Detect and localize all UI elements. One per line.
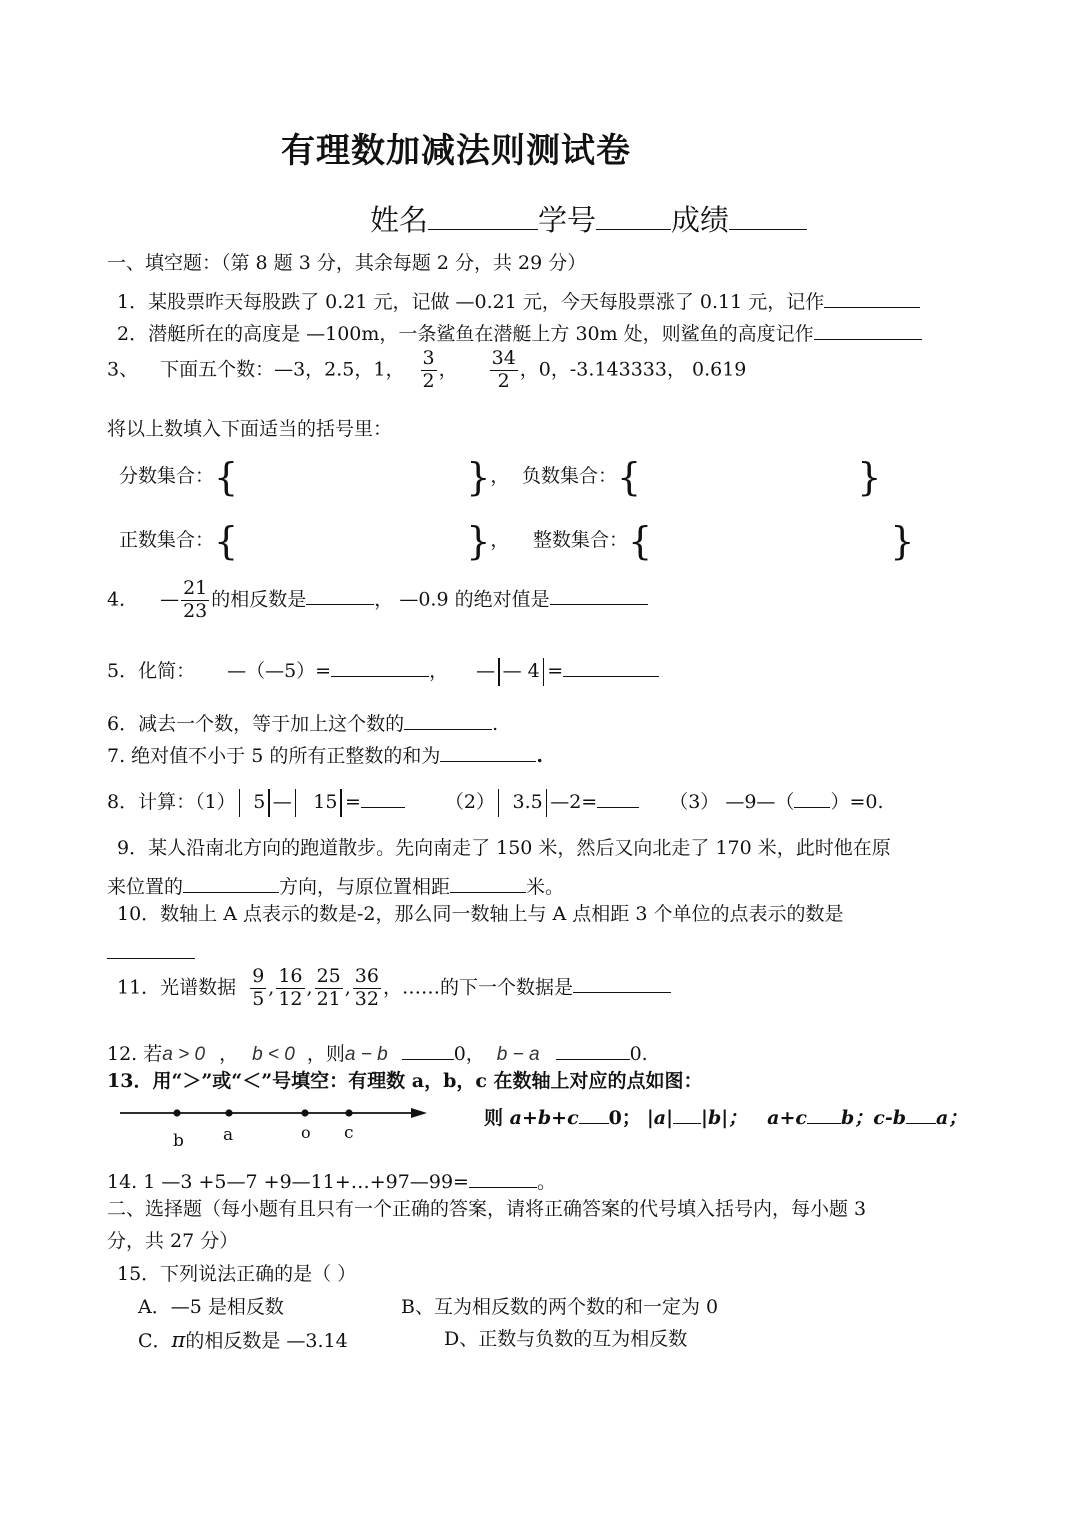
question-12: 12. 若a > 0 ， b < 0 ，则a − b 0， b − a 0.	[107, 1040, 648, 1064]
section2-heading-line2: 分，共 27 分）	[107, 1230, 239, 1252]
q5-blank-1[interactable]	[331, 657, 429, 677]
q13-blank-3[interactable]	[807, 1104, 841, 1124]
q8-blank-2[interactable]	[597, 788, 639, 808]
set-negative-row: 负数集合：{ }	[522, 455, 882, 499]
question-6: 6．减去一个数，等于加上这个数的 .	[107, 710, 498, 734]
q9-blank-2[interactable]	[450, 873, 526, 893]
q7-blank[interactable]	[440, 742, 536, 762]
label-b: b	[173, 1131, 184, 1150]
q11-blank[interactable]	[573, 973, 671, 993]
question-15-stem: 15．下列说法正确的是（ ）	[117, 1263, 357, 1285]
set-positive-row: 正数集合：{ }，	[119, 519, 510, 563]
set-fraction-row: 分数集合：{ }，	[119, 455, 510, 499]
question-10: 10．数轴上 A 点表示的数是-2，那么同一数轴上与 A 点相距 3 个单位的点表示的数是	[117, 903, 844, 925]
number-line	[115, 1100, 435, 1150]
q12-blank-2[interactable]	[556, 1040, 630, 1060]
q11-fraction-1: $\frac{9}{5}$	[252, 965, 265, 1010]
question-9-line2: 来位置的 方向，与原位置相距 米。	[107, 873, 564, 897]
question-9-line1: 9．某人沿南北方向的跑道散步。先向南走了 150 米，然后又向北走了 170 米，此时他在原	[117, 837, 891, 859]
q3-fraction-1: $\frac{3}{2}$	[422, 347, 435, 392]
q2-blank[interactable]	[814, 320, 922, 340]
question-4: 4． — $\frac{21}{23}$ 的相反数是 ， —0.9 的绝对值是	[107, 578, 648, 623]
q13-blank-1[interactable]	[579, 1104, 609, 1124]
question-11: 11．光谱数据 $\frac{9}{5}$ , $\frac{16}{12}$ , $\frac{25}{21}$ , $\frac{36}{32}$ ，……的下一个数据是	[117, 966, 671, 1011]
set-positive-label: 正数集合：	[119, 529, 215, 551]
id-blank[interactable]	[596, 200, 671, 230]
set-integer-label: 整数集合：	[533, 529, 629, 551]
id-label: 学号	[538, 203, 597, 237]
q15-option-b[interactable]: B、互为相反数的两个数的和一定为 0	[401, 1296, 719, 1318]
q9-blank-1[interactable]	[183, 873, 279, 893]
question-1: 1．某股票昨天每股跌了 0.21 元，记做 —0.21 元，今天每股票涨了 0.11 元，记作	[117, 288, 920, 312]
q3-instruction: 将以上数填入下面适当的括号里：	[107, 418, 393, 440]
set-integer-row: 整数集合：{ }	[533, 519, 915, 563]
q13-blank-2[interactable]	[673, 1104, 701, 1124]
q3-fraction-2: $\frac{34}{2}$	[491, 347, 516, 392]
q8-blank-1[interactable]	[361, 788, 405, 808]
point-o	[301, 1109, 308, 1116]
set-fraction-label: 分数集合：	[119, 465, 215, 487]
q1-blank[interactable]	[824, 288, 920, 308]
score-label: 成绩	[671, 203, 730, 237]
question-5: 5．化简： —（—5）= ， — — 4 =	[107, 657, 659, 686]
section1-heading: 一、填空题：（第 8 题 3 分，其余每题 2 分，共 29 分）	[107, 252, 587, 274]
q15-option-a[interactable]: A．—5 是相反数	[138, 1296, 284, 1318]
q15-option-c[interactable]: C．π的相反数是 —3.14	[138, 1328, 348, 1352]
q8-blank-3[interactable]	[794, 788, 830, 808]
label-c: c	[344, 1123, 354, 1143]
q14-blank[interactable]	[469, 1168, 537, 1188]
q11-fraction-4: $\frac{36}{32}$	[354, 965, 379, 1010]
name-label: 姓名	[370, 203, 429, 237]
q12-blank-1[interactable]	[402, 1040, 454, 1060]
label-a: a	[223, 1125, 234, 1145]
question-2: 2．潜艇所在的高度是 —100m，一条鲨鱼在潜艇上方 30m 处，则鲨鱼的高度记作	[117, 320, 922, 344]
q11-fraction-2: $\frac{16}{12}$	[278, 965, 303, 1010]
question-13-answers: 则 a+b+c 0； |a| |b|； a+c b；c-b a；	[484, 1104, 967, 1128]
q11-fraction-3: $\frac{25}{21}$	[316, 965, 341, 1010]
q4-blank-2[interactable]	[550, 585, 648, 605]
point-b	[173, 1109, 180, 1116]
question-14: 14. 1 —3 +5—7 +9—11+…+97—99= 。	[107, 1168, 556, 1192]
q4-blank-1[interactable]	[306, 585, 374, 605]
q5-blank-2[interactable]	[563, 657, 659, 677]
set-negative-label: 负数集合：	[522, 465, 618, 487]
question-3: 3、 下面五个数：—3，2.5，1， $\frac{3}{2}$ ， $\frac{34}{2}$ ，0，-3.143333， 0.619	[107, 347, 747, 392]
question-8: 8．计算：（1） 5 — 15 = （2） 3.5 —2= （3） —9—（ ）=0.	[107, 788, 884, 817]
q10-blank[interactable]	[107, 940, 195, 959]
score-blank[interactable]	[729, 200, 807, 230]
point-a	[225, 1109, 232, 1116]
point-c	[345, 1109, 352, 1116]
page-title: 有理数加减法则测试卷	[281, 131, 631, 171]
section2-heading-line1: 二、选择题（每小题有且只有一个正确的答案，请将正确答案的代号填入括号内，每小题 3	[107, 1198, 867, 1220]
q15-option-d[interactable]: D、正数与负数的互为相反数	[444, 1328, 688, 1350]
student-info-header	[370, 200, 807, 235]
label-o: o	[301, 1123, 311, 1142]
question-7: 7. 绝对值不小于 5 的所有正整数的和为 .	[107, 742, 543, 766]
name-blank[interactable]	[428, 200, 538, 230]
q13-blank-4[interactable]	[906, 1104, 936, 1124]
number-line-arrow	[411, 1108, 427, 1118]
question-13-heading: 13．用“＞”或“＜”号填空：有理数 a，b，c 在数轴上对应的点如图：	[107, 1070, 703, 1092]
q6-blank[interactable]	[404, 710, 492, 730]
q4-fraction: $\frac{21}{23}$	[183, 577, 208, 622]
